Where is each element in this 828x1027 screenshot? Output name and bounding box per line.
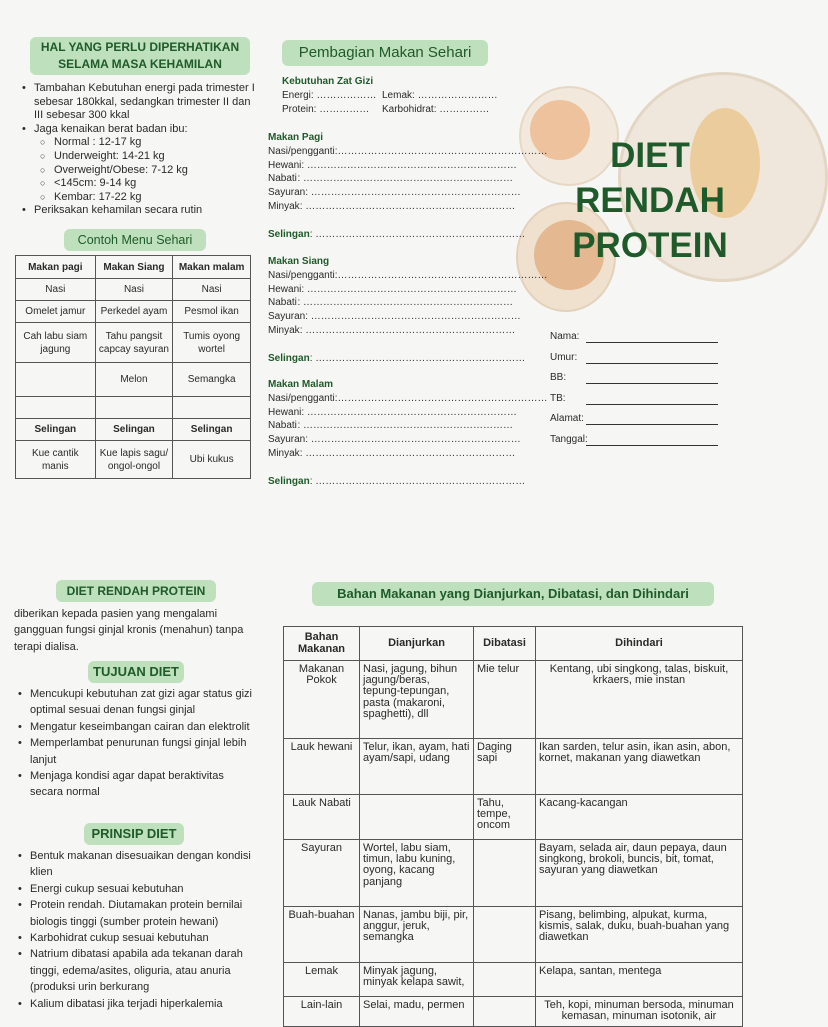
meal-item-label: Minyak [268, 447, 300, 459]
identity-form [550, 331, 720, 455]
bahan-cell: Bayam, selada air, daun pepaya, daun singkong, brokoli, buncis, bit, tomat, sayuran yang diawetkan [536, 840, 743, 907]
menu-header: Makan pagi [16, 256, 96, 279]
meal-item-label: Nasi/pengganti: [268, 269, 338, 281]
bahan-table [283, 626, 743, 1027]
meal-item-label: Hewani [268, 406, 302, 418]
list-item: • Kalium dibatasi jika terjadi hiperkalemia [18, 996, 258, 1012]
makan-siang-label: Makan Siang [268, 256, 330, 267]
bahan-cell: Kelapa, santan, mentega [536, 963, 743, 997]
menu-cell [16, 397, 96, 419]
makan-malam-label: Makan Malam [268, 379, 334, 390]
bahan-cell: Kentang, ubi singkong, talas, biskuit, krkaers, mie instan [536, 661, 743, 739]
umur-field[interactable] [586, 363, 718, 364]
menu-cell: Tahu pangsit capcay sayuran [95, 323, 173, 363]
energi-field: Energi: ……………… [282, 90, 377, 101]
meal-item-dots: : ……………………………………………………… [297, 173, 513, 185]
weight-item: ○ Normal : 12-17 kg [40, 136, 258, 150]
meal-item-label: Hewani [268, 283, 302, 295]
meal-item-dots: : ……………………………………………………… [299, 324, 516, 336]
meal-item-label: Hewani [268, 159, 302, 171]
tujuan-title: TUJUAN DIET [88, 661, 184, 683]
bahan-cell: Ikan sarden, telur asin, ikan asin, abon, kornet, makanan yang diawetkan [536, 739, 743, 795]
selingan-label: Selingan [268, 352, 310, 364]
bahan-title: Bahan Makanan yang Dianjurkan, Dibatasi, dan Dihindari [312, 582, 714, 606]
bahan-cell: Wortel, labu siam, timun, labu kuning, oyong, kacang panjang [360, 840, 474, 907]
makan-pagi-block [268, 131, 548, 242]
kehamilan-title-line1: HAL YANG PERLU DIPERHATIKAN [40, 40, 240, 54]
selingan-cell: Kue cantik manis [16, 441, 96, 479]
meal-item-dots: : ……………………………………………………… [305, 311, 521, 323]
weight-item: ○ Kembar: 17-22 kg [40, 191, 258, 205]
meal-item-dots: ……………………………………………………… [337, 392, 548, 404]
meal-item-label: Nabati [268, 297, 297, 309]
meal-item-dots: : ……………………………………………………… [301, 406, 517, 418]
tujuan-list [18, 686, 258, 801]
bahan-cell: Pisang, belimbing, alpukat, kurma, kismis, salak, duku, buah-buahan yang diawetkan [536, 907, 743, 963]
list-item: • Bentuk makanan disesuaikan dengan kondisi klien [18, 848, 258, 881]
bahan-category: Buah-buahan [284, 907, 360, 963]
kehamilan-title-line2: SELAMA MASA KEHAMILAN [58, 57, 222, 71]
cover-title-line2: RENDAH [575, 181, 725, 220]
meal-item-dots: ……………………………………………………… [337, 145, 548, 157]
list-item: • Memperlambat penurunan fungsi ginjal lebih lanjut [18, 735, 258, 768]
bahan-cell: Telur, ikan, ayam, hati ayam/sapi, udang [360, 739, 474, 795]
protein-field: Protein: …………… [282, 104, 370, 115]
selingan-cell: Ubi kukus [173, 441, 251, 479]
menu-cell: Pesmol ikan [173, 301, 251, 323]
makan-malam-block [268, 378, 548, 489]
list-item [22, 123, 258, 205]
makan-pagi-label: Makan Pagi [268, 132, 324, 143]
bahan-cell [474, 963, 536, 997]
weight-item: ○ <145cm: 9-14 kg [40, 177, 258, 191]
list-item: • Energi cukup sesuai kebutuhan [18, 881, 258, 897]
menu-cell: Omelet jamur [16, 301, 96, 323]
tb-label: TB: [550, 392, 566, 404]
menu-cell [16, 363, 96, 397]
selingan-dots: : ……………………………………………………… [309, 352, 526, 364]
list-item: • Protein rendah. Diutamakan protein bernilai biologis tinggi (sumber protein hewani) [18, 897, 258, 930]
menu-cell: Nasi [16, 279, 96, 301]
menu-sehari-table [15, 255, 251, 479]
bahan-header: Bahan Makanan [284, 627, 360, 661]
alamat-field[interactable] [586, 424, 718, 425]
list-item: • Periksakan kehamilan secara rutin [22, 204, 258, 218]
selingan-label: Selingan [268, 228, 310, 240]
meal-item-label: Nasi/pengganti: [268, 392, 338, 404]
cover-title-line1: DIET [610, 136, 690, 175]
menu-cell [95, 397, 173, 419]
umur-label: Umur: [550, 351, 578, 363]
meal-item-label: Sayuran [268, 311, 306, 323]
selingan-cell: Kue lapis sagu/ ongol-ongol [95, 441, 173, 479]
bahan-cell: Daging sapi [474, 739, 536, 795]
list-item: • Tambahan Kebutuhan energi pada trimester I sebesar 180kkal, sedangkan trimester II dan III sebesar 300 kkal [22, 82, 258, 123]
diet-desc: diberikan kepada pasien yang mengalami gangguan fungsi ginjal kronis (menahun) tanpa terapi dialisa. [14, 608, 244, 653]
menu-cell: Nasi [95, 279, 173, 301]
kehamilan-title [30, 37, 250, 75]
list-item: • Menjaga kondisi agar dapat beraktivitas secara normal [18, 768, 258, 801]
bahan-cell: Teh, kopi, minuman bersoda, minuman kemasan, minuman isotonik, air [536, 997, 743, 1027]
bb-field[interactable] [586, 383, 718, 384]
weight-item: ○ Overweight/Obese: 7-12 kg [40, 164, 258, 178]
menu-cell: Cah labu siam jagung [16, 323, 96, 363]
menu-cell: Melon [95, 363, 173, 397]
list-item: • Mengatur keseimbangan cairan dan elektrolit [18, 719, 258, 735]
kebutuhan-block [282, 75, 512, 117]
menu-header: Makan malam [173, 256, 251, 279]
list-item: • Mencukupi kebutuhan zat gizi agar status gizi optimal sesuai denan fungsi ginjal [18, 686, 258, 719]
selingan-dots: : ……………………………………………………… [309, 228, 526, 240]
cover-title-line3: PROTEIN [572, 226, 728, 265]
prinsip-list [18, 848, 258, 1012]
cover-title [540, 133, 760, 268]
menu-cell: Nasi [173, 279, 251, 301]
weight-item: ○ Underweight: 14-21 kg [40, 150, 258, 164]
kebutuhan-label: Kebutuhan Zat Gizi [282, 76, 374, 87]
meal-item-dots: : ……………………………………………………… [297, 420, 513, 432]
selingan-label: Selingan [268, 475, 310, 487]
meal-item-label: Nabati [268, 173, 297, 185]
meal-item-dots: : ……………………………………………………… [305, 187, 521, 199]
meal-item-dots: : ……………………………………………………… [301, 283, 517, 295]
bahan-category: Lemak [284, 963, 360, 997]
bahan-cell [474, 840, 536, 907]
bahan-cell: Mie telur [474, 661, 536, 739]
meal-item-dots: : ……………………………………………………… [301, 159, 517, 171]
menu-cell: Semangka [173, 363, 251, 397]
bahan-category: Makanan Pokok [284, 661, 360, 739]
bahan-category: Sayuran [284, 840, 360, 907]
tanggal-field[interactable] [586, 445, 718, 446]
alamat-label: Alamat: [550, 413, 584, 425]
bahan-cell: Nanas, jambu biji, pir, anggur, jeruk, semangka [360, 907, 474, 963]
bahan-cell: Nasi, jagung, bihun jagung/beras, tepung-tepungan, pasta (makaroni, spaghetti), dll [360, 661, 474, 739]
meal-item-dots: : ……………………………………………………… [299, 447, 516, 459]
selingan-header: Selingan [16, 419, 96, 441]
menu-sehari-title: Contoh Menu Sehari [64, 229, 206, 251]
meal-item-label: Minyak [268, 200, 300, 212]
bahan-cell: Selai, madu, permen [360, 997, 474, 1027]
list-item-text: Jaga kenaikan berat badan ibu: [34, 122, 188, 135]
tanggal-label: Tanggal: [550, 433, 588, 445]
bahan-category: Lauk Nabati [284, 795, 360, 840]
meal-item-dots: : ……………………………………………………… [305, 434, 521, 446]
meal-item-label: Minyak [268, 324, 300, 336]
bahan-category: Lauk hewani [284, 739, 360, 795]
bahan-category: Lain-lain [284, 997, 360, 1027]
bahan-cell [474, 907, 536, 963]
meal-item-dots: ……………………………………………………… [337, 269, 548, 281]
meal-item-dots: : ……………………………………………………… [299, 200, 516, 212]
bahan-cell: Minyak jagung, minyak kelapa sawit, [360, 963, 474, 997]
list-item: • Natrium dibatasi apabila ada tekanan darah tinggi, edema/asites, oliguria, atau anuria (produksi urin berkurang [18, 946, 258, 995]
bb-label: BB: [550, 372, 567, 384]
lemak-field: Lemak: …………………… [382, 90, 498, 101]
meal-item-dots: : ……………………………………………………… [297, 297, 513, 309]
kehamilan-list [22, 82, 258, 218]
selingan-dots: : ……………………………………………………… [309, 475, 526, 487]
menu-cell [173, 397, 251, 419]
bahan-cell [360, 795, 474, 840]
meal-item-label: Sayuran [268, 187, 306, 199]
selingan-header: Selingan [95, 419, 173, 441]
karbohidrat-field: Karbohidrat: …………… [382, 104, 490, 115]
bahan-cell: Kacang-kacangan [536, 795, 743, 840]
meal-item-label: Nasi/pengganti: [268, 145, 338, 157]
meal-item-label: Nabati [268, 420, 297, 432]
selingan-header: Selingan [173, 419, 251, 441]
menu-cell: Perkedel ayam [95, 301, 173, 323]
bahan-header: Dihindari [536, 627, 743, 661]
list-item: • Karbohidrat cukup sesuai kebutuhan [18, 930, 258, 946]
diet-info-title: DIET RENDAH PROTEIN [56, 580, 216, 602]
menu-header: Makan Siang [95, 256, 173, 279]
pembagian-title: Pembagian Makan Sehari [282, 40, 488, 66]
makan-siang-block [268, 255, 548, 366]
prinsip-title: PRINSIP DIET [84, 823, 184, 845]
bahan-header: Dianjurkan [360, 627, 474, 661]
bahan-cell [474, 997, 536, 1027]
bahan-header: Dibatasi [474, 627, 536, 661]
bahan-cell: Tahu, tempe, oncom [474, 795, 536, 840]
nama-label: Nama: [550, 331, 580, 342]
menu-cell: Tumis oyong wortel [173, 323, 251, 363]
meal-item-label: Sayuran [268, 434, 306, 446]
tb-field[interactable] [586, 404, 718, 405]
nama-field[interactable] [586, 342, 718, 343]
